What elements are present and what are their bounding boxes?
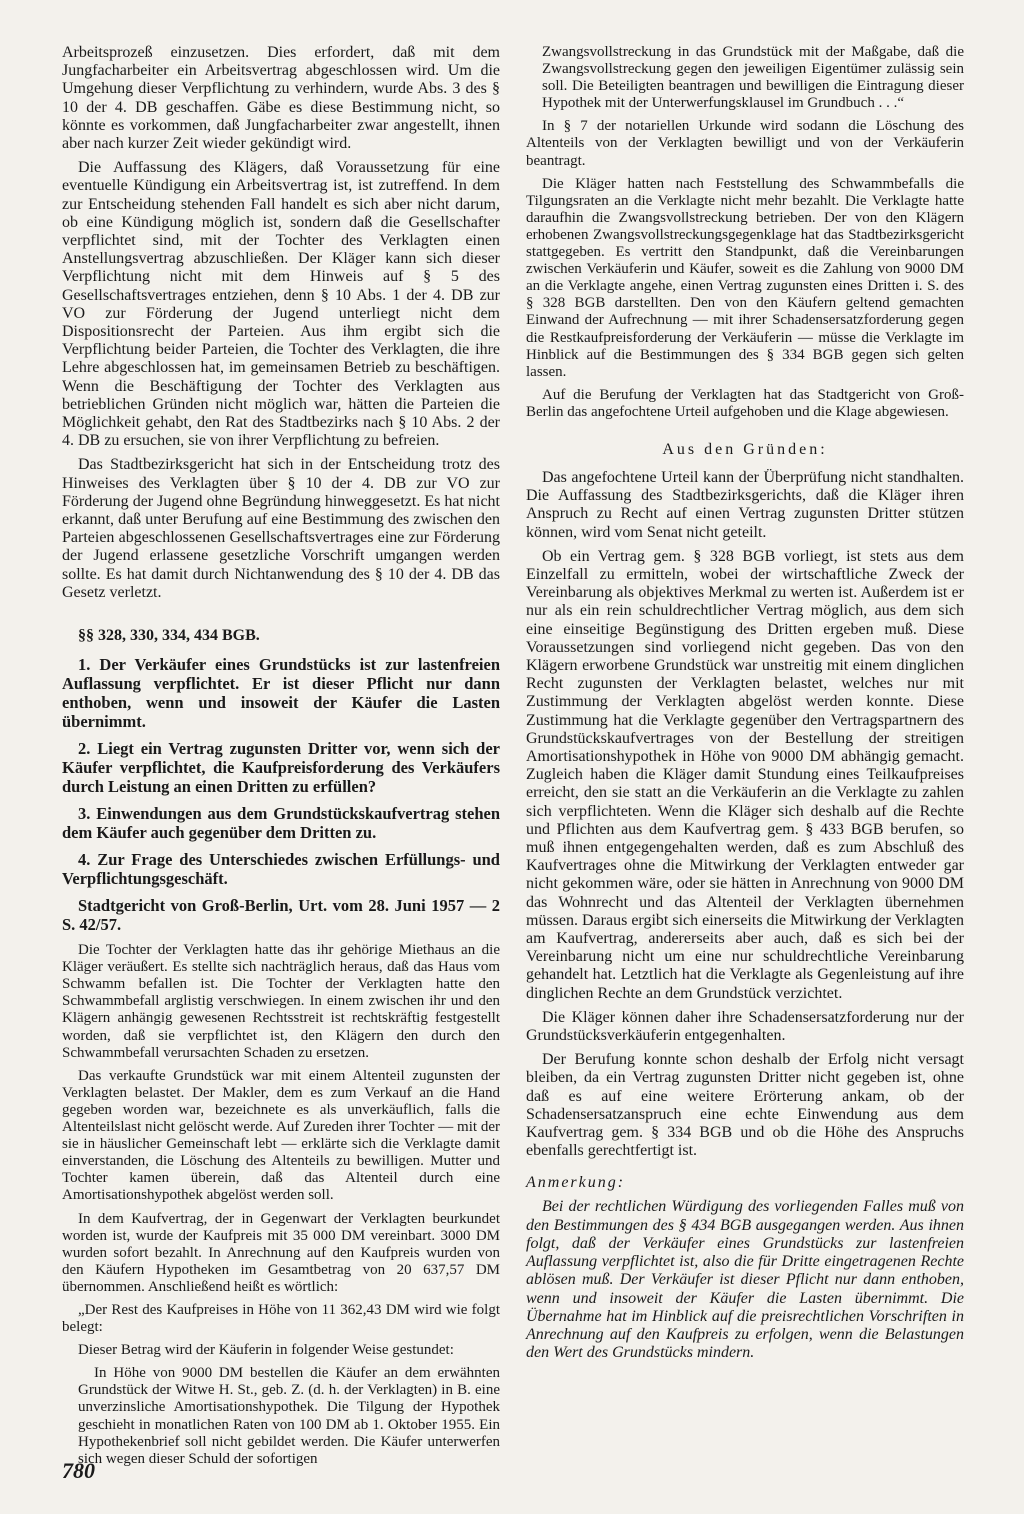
quote-paragraph: In Höhe von 9000 DM bestellen die Käufer an dem erwähnten Grundstück der Witwe H. St., geb. Z. (d. h. der Verklagten) in B. eine unverzinsliche Amortisationshypothek. Die Tilgung der Hypothek geschieht in monatlichen Raten von 100 DM ab 1. Oktober 1955. Ein Hypothekenbrief soll nicht gebildet werden. Die Käufer unterwerfen sich wegen dieser Schuld der sofortigen: [78, 1365, 500, 1467]
grounds-paragraph: Ob ein Vertrag gem. § 328 BGB vorliegt, ist stets aus dem Einzelfall zu ermitteln, wobei der wirtschaftliche Zweck der Vereinbarung als objektives Merkmal zu werten ist. Außerdem ist er nur als ein rein schuldrechtlicher Vertrag möglich, aus dem sich eine einseitige Begünstigung des Dritten ergeben muß. Diese Voraussetzungen sind vorliegend nicht gegeben. Das von den Klägern erworbene Grundstück war unstreitig mit einem dinglichen Recht zugunsten der Verklagten belastet, welches nur mit Zustimmung der Verklagten abgelöst werden konnte. Diese Zustimmung hat die Verklagte gegenüber den Vertragspartnern des Grundstückskaufvertrages von der Bestellung der streitigen Amortisationshypothek in Höhe von 9000 DM abhängig gemacht. Zugleich haben die Kläger damit Stundung eines Teilkaufpreises erreicht, den sie statt an die Verkäuferin an die Verklagte zu zahlen sich verpflichteten. Wenn die Kläger sich deshalb auf die Rechte und Pflichten aus dem Kaufvertrag gem. § 433 BGB berufen, so muß ihnen entgegengehalten werden, daß es zum Abschluß des Kaufvertrages ohne die Mitwirkung der Verklagten entweder gar nicht gekommen wäre, oder sie hätten in Anrechnung von 9000 DM das Wohnrecht und das Altenteil der Verklagten übernehmen müssen. Daraus ergibt sich einerseits die Mitwirkung der Verklagten am Kaufvertrag, andererseits aber auch, daß es sich bei der Vereinbarung nicht um eine nur schuldrechtliche Vereinbarung gehandelt hat. Letztlich hat die Verklagte als Gegenleistung auf ihre dinglichen Rechte an dem Grundstück verzichtet.: [526, 547, 964, 1002]
facts-paragraph: In § 7 der notariellen Urkunde wird sodann die Löschung des Altenteils von der Verklagten bewilligt und von der Verkäuferin beantragt.: [526, 118, 964, 169]
paragraph: Die Auffassung des Klägers, daß Voraussetzung für eine eventuelle Kündigung ein Arbeitsvertrag ist, ist zutreffend. In dem zur Entscheidung stehenden Fall handelt es sich aber nicht darum, ob eine Kündigung möglich ist, sondern daß die Gesellschafter verpflichtet sind, mit der Tochter des Verklagten einen Anstellungsvertrag abzuschließen. Der Kläger kann sich dieser Verpflichtung nicht mit dem Hinweis auf § 5 des Gesellschaftsvertrages entziehen, denn § 10 Abs. 1 der 4. DB zur VO zur Förderung der Jugend unterliegt nicht dem Dispositionsrecht der Parteien. Aus ihm ergibt sich die Verpflichtung beider Parteien, die Tochter des Verklagten, die ihre Lehre abgeschlossen hat, im gemeinsamen Betrieb zu beschäftigen. Wenn die Beschäftigung der Tochter des Verklagten aus betrieblichen Gründen nicht möglich war, hätten die Parteien die Möglichkeit gehabt, den Rat des Stadtbezirks nach § 10 Abs. 2 der 4. DB zu ersuchen, sie von ihrer Verpflichtung zu befreien.: [62, 159, 500, 450]
headnote-3: 3. Einwendungen aus dem Grundstückskaufvertrag stehen dem Käufer auch gegenüber dem Dritten zu.: [62, 804, 500, 843]
facts-paragraph: Das verkaufte Grundstück war mit einem Altenteil zugunsten der Verklagten belastet. Der Makler, dem es zum Verkauf an die Hand gegeben worden war, bezeichnete es als unverkäuflich, falls die Altenteilslast nicht gelöscht werde. Auf Zureden ihrer Tochter — mit der sie in häuslicher Gemeinschaft lebt — erklärte sich die Verklagte damit einverstanden, die Löschung des Altenteils zu bewilligen. Mutter und Tochter kamen überein, daß das Altenteil durch eine Amortisationshypothek abgelöst werden soll.: [62, 1067, 500, 1204]
headnote-4: 4. Zur Frage des Unterschiedes zwischen Erfüllungs- und Verpflichtungsgeschäft.: [62, 850, 500, 889]
section-heading: §§ 328, 330, 334, 434 BGB.: [78, 627, 260, 645]
paragraph: Das Stadtbezirksgericht hat sich in der Entscheidung trotz des Hinweises des Verklagten über § 10 der 4. DB zur VO zur Förderung der Jugend ohne Begründung hinweggesetzt. Es hat nicht erkannt, daß unter Berufung auf eine Bestimmung des zwischen den Parteien abgeschlossenen Gesellschaftsvertrages eine zur Förderung der Jugend erlassene gesetzliche Vorschrift umgangen werden sollte. Es hat damit durch Nichtanwendung des § 10 der 4. DB das Gesetz verletzt.: [62, 456, 500, 601]
facts-paragraph: In dem Kaufvertrag, der in Gegenwart der Verklagten beurkundet worden ist, wurde der Kaufpreis mit 35 000 DM vereinbart. 3000 DM wurden sofort bezahlt. In Anrechnung auf den Kaufpreis wurden von den Käufern Hypotheken im Gesamtbetrag von 20 637,57 DM übernommen. Anschließend heißt es wörtlich:: [62, 1210, 500, 1295]
grounds-paragraph: Das angefochtene Urteil kann der Überprüfung nicht standhalten. Die Auffassung des Stadtbezirksgerichts, daß die Kläger ihren Anspruch zu Recht auf einen Vertrag zugunsten Dritter stützen können, wird vom Senat nicht geteilt.: [526, 468, 964, 541]
facts-paragraph: Auf die Berufung der Verklagten hat das Stadtgericht von Groß-Berlin das angefochtene Urteil aufgehoben und die Klage abgewiesen.: [526, 386, 964, 420]
page-number: 780: [62, 1458, 95, 1483]
quote-paragraph: „Der Rest des Kaufpreises in Höhe von 11 362,43 DM wird wie folgt belegt:: [62, 1301, 500, 1336]
note-heading: Anmerkung:: [526, 1174, 626, 1192]
facts-paragraph: Die Kläger hatten nach Feststellung des Schwammbefalls die Tilgungsraten an die Verklagte nicht mehr bezahlt. Die Verklagte hatte daraufhin die Zwangsvollstreckung betrieben. Der von den Klägern erhobenen Zwangsvollstreckungsgegenklage hat das Stadtbezirksgericht stattgegeben. Es vertritt den Standpunkt, daß die Vereinbarungen zwischen Verkäuferin und Käufer, soweit es die Zahlung von 9000 DM an die Verklagte angehe, einen Vertrag zugunsten eines Dritten i. S. des § 328 BGB darstellten. Den von den Käufern geltend gemachten Einwand der Aufrechnung — mit ihrer Schadensersatzforderung gegen die Restkaufpreisforderung der Verkäuferin — müsse die Verklagte im Hinblick auf die Bestimmungen des § 334 BGB gegen sich gelten lassen.: [526, 175, 964, 380]
left-column: [62, 44, 500, 1474]
grounds-heading: Aus den Gründen:: [662, 440, 828, 458]
quote-paragraph: Dieser Betrag wird der Käuferin in folgender Weise gestundet:: [78, 1342, 454, 1359]
paragraph: Arbeitsprozeß einzusetzen. Dies erfordert, daß mit dem Jungfacharbeiter ein Arbeitsvertrag abgeschlossen wird. Um die Umgehung dieser Verpflichtung zu verhindern, wurde Abs. 3 des § 10 der 4. DB geschaffen. Gäbe es diese Bestimmung nicht, so könnte es vorkommen, daß Jungfacharbeiter zwar angestellt, ihnen aber nach kurzer Zeit wieder gekündigt wird.: [62, 44, 500, 153]
quote-paragraph: Zwangsvollstreckung in das Grundstück mit der Maßgabe, daß die Zwangsvollstreckung gegen den jeweiligen Eigentümer zulässig sein soll. Die Beteiligten beantragen und bewilligen die Eintragung dieser Hypothek mit der Unterwerfungsklausel im Grundbuch . . .“: [542, 44, 964, 112]
facts-paragraph: Die Tochter der Verklagten hatte das ihr gehörige Miethaus an die Kläger veräußert. Es stellte sich nachträglich heraus, daß das Haus vom Schwamm befallen ist. Die Tochter der Verklagten hatte den Schwammbefall arglistig verschwiegen. In einem zwischen ihr und den Klägern anhängig gewesenen Rechtsstreit ist rechtskräftig festgestellt worden, daß sie verpflichtet ist, den Klägern den durch den Schwammbefall verursachten Schaden zu ersetzen.: [62, 942, 500, 1061]
headnote-1: 1. Der Verkäufer eines Grundstücks ist zur lastenfreien Auflassung verpflichtet. Er ist dieser Pflicht nur dann enthoben, wenn und insoweit der Käufer die Lasten übernimmt.: [62, 655, 500, 732]
court-citation: Stadtgericht von Groß-Berlin, Urt. vom 28. Juni 1957 — 2 S. 42/57.: [62, 896, 500, 935]
note-paragraph: Bei der rechtlichen Würdigung des vorliegenden Falles muß von den Bestimmungen des § 434 BGB ausgegangen werden. Aus ihnen folgt, daß der Verkäufer eines Grundstücks zur lastenfreien Auflassung verpflichtet ist, also die für Dritte eingetragenen Rechte ablösen muß. Der Verkäufer ist dieser Pflicht nur dann enthoben, wenn und insoweit der Käufer die Lasten übernimmt. Die Übernahme hat im Hinblick auf die preisrechtlichen Vorschriften in Anrechnung auf den Kaufpreis zu erfolgen, wenn die Belastungen den Wert des Grundstücks mindern.: [526, 1198, 964, 1362]
grounds-paragraph: Die Kläger können daher ihre Schadensersatzforderung nur der Grundstücksverkäuferin entgegenhalten.: [526, 1008, 964, 1045]
grounds-paragraph: Der Berufung konnte schon deshalb der Erfolg nicht versagt bleiben, da ein Vertrag zugunsten Dritter nicht gegeben ist, ohne daß es auf eine weitere Erörterung ankam, ob der Schadensersatzanspruch eine echte Einwendung aus dem Kaufvertrag gem. § 334 BGB und ob die Höhe des Anspruchs ebenfalls gerechtfertigt ist.: [526, 1051, 964, 1160]
headnote-2: 2. Liegt ein Vertrag zugunsten Dritter vor, wenn sich der Käufer verpflichtet, die Kaufpreisforderung des Verkäufers durch Leistung an einen Dritten zu erfüllen?: [62, 739, 500, 797]
right-column: [526, 44, 964, 1368]
